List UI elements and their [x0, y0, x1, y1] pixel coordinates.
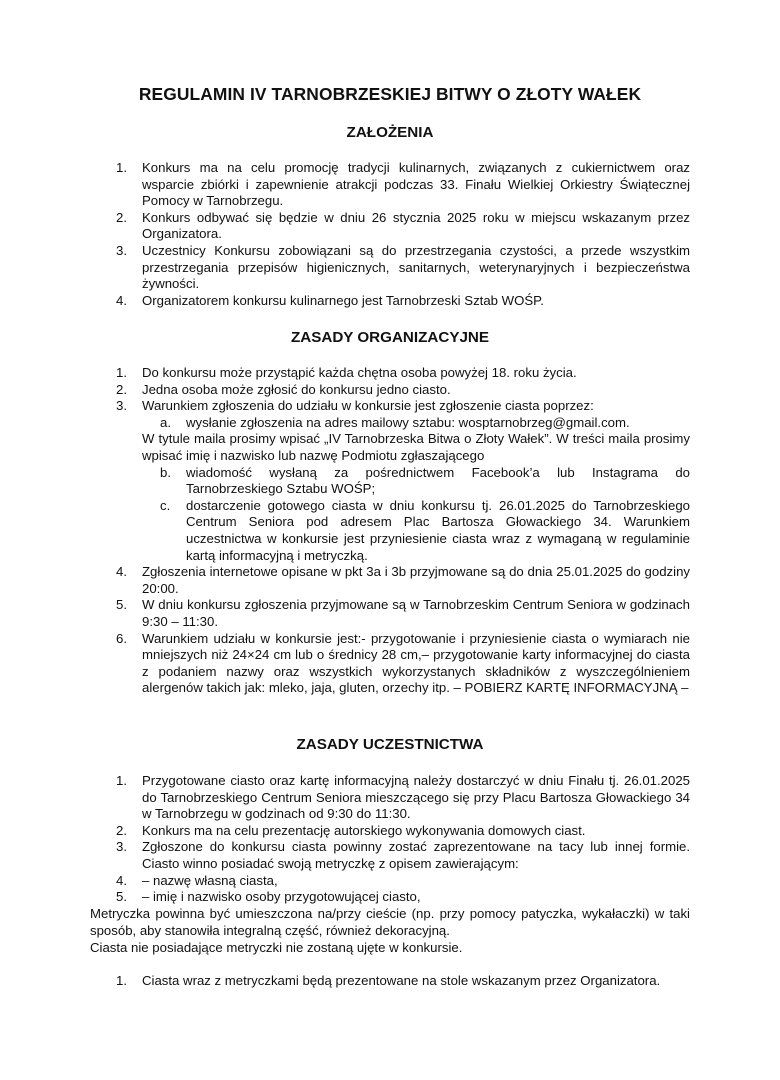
sub-list-text: wysłanie zgłoszenia na adres mailowy sztabu: wosptarnobrzeg@gmail.com. — [186, 414, 630, 430]
list-number: 5. — [116, 597, 127, 613]
list-item — [0, 398, 690, 415]
sub-list-text: dostarczenie gotowego ciasta w dniu konkursu tj. 26.01.2025 do Tarnobrzeskiego Centrum Seniora pod adresem Plac Bartosza Głowackiego 34. Warunkiem uczestnictwa w konkursie jest przyniesienie ciasta wraz z wymaganą w regulaminie kartą informacyjną i metryczką. — [186, 497, 690, 563]
list-text: Konkurs ma na celu promocję tradycji kulinarnych, związanych z cukiernictwem oraz wsparcie zbiórki i zapewnienie atrakcji podczas 33. Finału Wielkiej Orkiestry Świątecznej Pomocy w Tarnobrzegu. — [142, 160, 690, 209]
list-item — [0, 293, 690, 310]
list-number: 3. — [116, 398, 127, 414]
sub-list-item — [0, 415, 690, 432]
prezentacja-list — [0, 973, 690, 990]
section-heading-zasady-uczestnictwa: ZASADY UCZESTNICTWA — [296, 736, 484, 753]
sub-list-letter: a. — [160, 414, 171, 430]
list-number: 1. — [116, 773, 127, 788]
document-title: REGULAMIN IV TARNOBRZESKIEJ BITWY O ZŁOTY WAŁEK — [138, 84, 642, 104]
sub-list-letter: b. — [160, 464, 171, 480]
list-item — [0, 210, 690, 243]
list-number: 5. — [116, 889, 127, 905]
note-text: W tytule maila prosimy wpisać „IV Tarnobrzeska Bitwa o Złoty Wałek”. W treści maila prosimy wpisać imię i nazwisko lub nazwę Podmiotu zgłaszającego — [142, 431, 690, 463]
list-text: Konkurs odbywać się będzie w dniu 26 stycznia 2025 roku w miejscu wskazanym przez Organizatora. — [142, 209, 690, 242]
metryczka-note: Ciasta nie posiadające metryczki nie zostaną ujęte w konkursie. — [90, 940, 463, 955]
list-text: Zgłoszenia internetowe opisane w pkt 3a i 3b przyjmowane są do dnia 25.01.2025 do godziny 20:00. — [142, 564, 690, 596]
list-item — [0, 873, 690, 890]
list-item — [0, 773, 690, 823]
list-text: Warunkiem udziału w konkursie jest:- przygotowanie i przyniesienie ciasta o wymiarach nie mniejszych niż 24×24 cm lub o średnicy 28 cm,– przygotowanie karty informacyjnej do ciasta z podaniem nazwy oraz wszystkich wykorzystanych składników z wyszczególnieniem alergenów takich jak: mleko, jaja, gluten, orzechy itp. – POBIERZ KARTĘ INFORMACYJNĄ – — [142, 630, 690, 696]
list-item — [0, 839, 690, 872]
section-heading-zalozenia: ZAŁOŻENIA — [346, 124, 434, 141]
list-text: Do konkursu może przystąpić każda chętna osoba powyżej 18. roku życia. — [142, 365, 577, 380]
list-number: 1. — [116, 973, 127, 988]
zalozenia-list — [0, 160, 690, 309]
sub-list-item — [0, 498, 690, 564]
list-item — [0, 382, 690, 399]
list-number: 3. — [116, 839, 127, 855]
list-number: 1. — [116, 365, 127, 380]
sub-list-letter: c. — [160, 497, 171, 513]
list-text: Zgłoszone do konkursu ciasta powinny zostać zaprezentowane na tacy lub innej formie. Ciasto winno posiadać swoją metryczkę z opisem zawierającym: — [142, 839, 690, 871]
list-item — [0, 564, 690, 597]
list-number: 2. — [116, 381, 127, 397]
list-item — [0, 597, 690, 630]
list-text: Konkurs ma na celu prezentację autorskiego wykonywania domowych ciast. — [142, 822, 586, 838]
list-item — [0, 823, 690, 840]
list-item — [0, 889, 690, 906]
list-number: 1. — [116, 160, 127, 175]
sub-list-note — [0, 431, 690, 464]
zasady-organizacyjne-list — [0, 365, 690, 697]
list-item — [0, 160, 690, 210]
list-item — [0, 243, 690, 293]
list-text: – imię i nazwisko osoby przygotowującej ciasto, — [142, 889, 421, 905]
list-item — [0, 365, 690, 382]
list-number: 4. — [116, 292, 127, 308]
list-text: Warunkiem zgłoszenia do udziału w konkursie jest zgłoszenie ciasta poprzez: — [142, 398, 594, 414]
list-item — [0, 631, 690, 697]
metryczka-paragraph: Metryczka powinna być umieszczona na/przy cieście (np. przy pomocy patyczka, wykałaczki) w taki sposób, aby stanowiła integralną część, również dekoracyjną. — [90, 906, 690, 938]
list-text: Uczestnicy Konkursu zobowiązani są do przestrzegania czystości, a przede wszystkim przestrzegania przepisów higienicznych, sanitarnych, weterynaryjnych i bezpieczeństwa żywności. — [142, 242, 690, 292]
list-text: Organizatorem konkursu kulinarnego jest Tarnobrzeski Sztab WOŚP. — [142, 292, 544, 308]
sub-list-text: wiadomość wysłaną za pośrednictwem Facebook’a lub Instagrama do Tarnobrzeskiego Sztabu WOŚP; — [186, 464, 690, 497]
list-number: 2. — [116, 209, 127, 225]
list-number: 2. — [116, 822, 127, 838]
sub-list-item — [0, 465, 690, 498]
section-heading-zasady-organizacyjne: ZASADY ORGANIZACYJNE — [290, 329, 490, 346]
list-number: 3. — [116, 242, 127, 258]
list-text: Przygotowane ciasto oraz kartę informacyjną należy dostarczyć w dniu Finału tj. 26.01.2025 do Tarnobrzeskiego Centrum Seniora mieszczącego się przy Placu Bartosza Głowackiego 34 w Tarnobrzegu w godzinach od 9:30 do 11:30. — [142, 773, 690, 822]
list-text: Ciasta wraz z metryczkami będą prezentowane na stole wskazanym przez Organizatora. — [142, 973, 661, 988]
list-text: – nazwę własną ciasta, — [142, 872, 278, 888]
zasady-uczestnictwa-list — [0, 773, 690, 906]
list-number: 4. — [116, 872, 127, 888]
list-number: 6. — [116, 630, 127, 646]
list-text: Jedna osoba może zgłosić do konkursu jedno ciasto. — [142, 381, 451, 397]
list-number: 4. — [116, 564, 127, 580]
list-item — [0, 973, 690, 990]
list-text: W dniu konkursu zgłoszenia przyjmowane są w Tarnobrzeskim Centrum Seniora w godzinach 9:30 – 11:30. — [142, 597, 690, 629]
